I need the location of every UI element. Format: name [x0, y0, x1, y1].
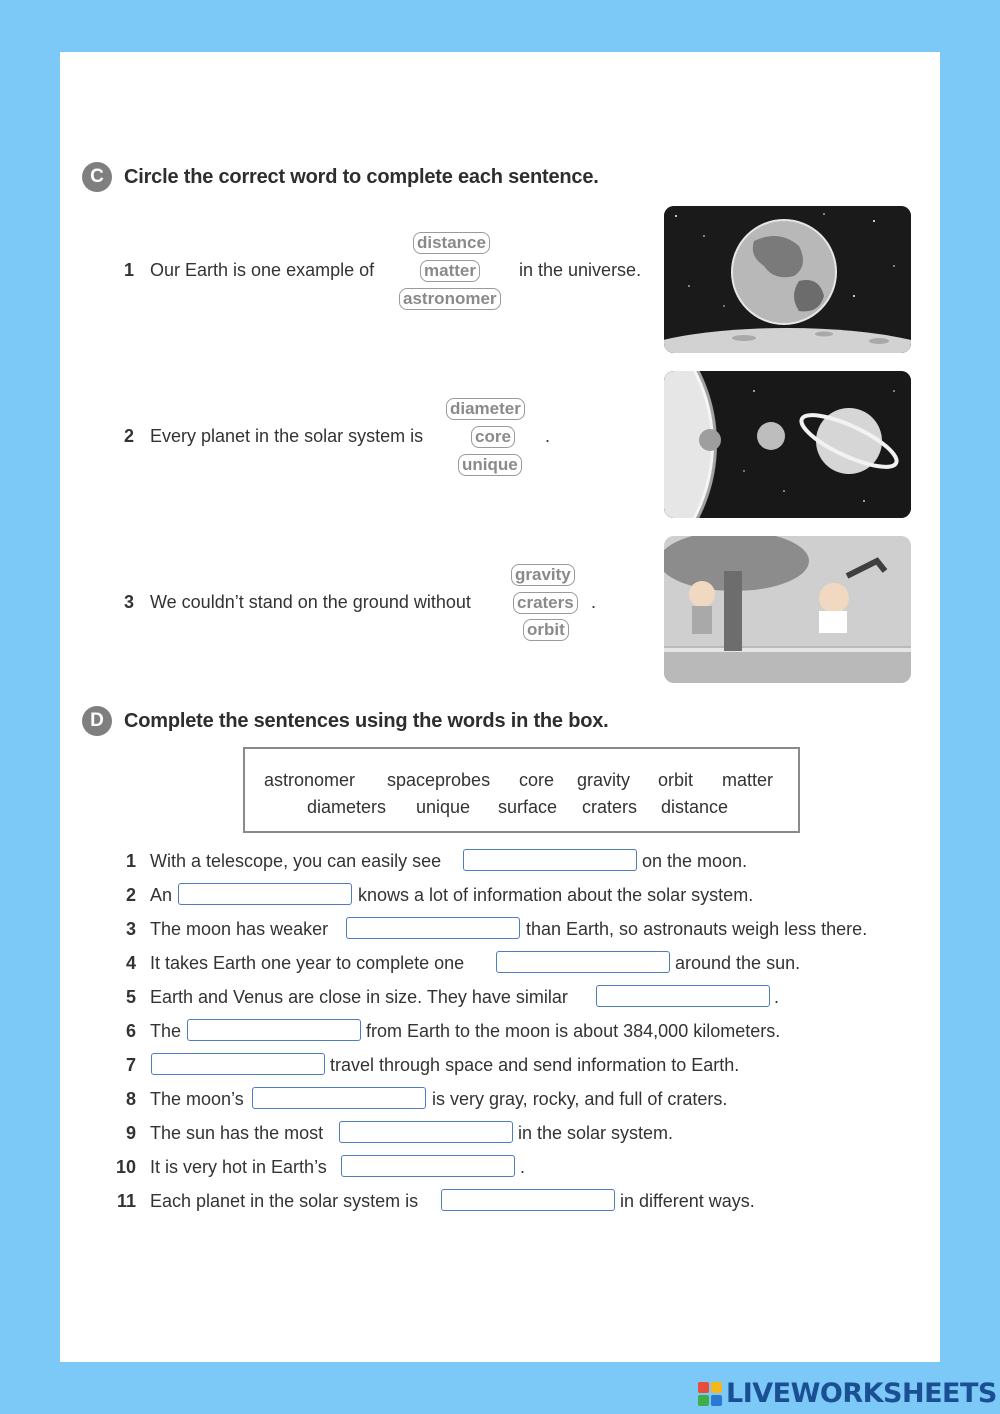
sentence-text-before: The	[150, 1021, 182, 1041]
sentence-number: 1	[125, 851, 136, 871]
word-matter: matter	[722, 770, 774, 790]
sentence-text-before: The moon’s	[150, 1089, 244, 1109]
question-number: 2	[124, 426, 135, 446]
answer-blank-6[interactable]	[187, 1019, 361, 1041]
sentence-text-after: than Earth, so astronauts weigh less there.	[526, 919, 868, 939]
option-gravity[interactable]: gravity	[511, 564, 575, 586]
floating-kids-picture	[664, 536, 911, 683]
question-text-after: .	[545, 426, 551, 446]
sentence-number: 6	[125, 1021, 136, 1041]
answer-blank-1[interactable]	[463, 849, 637, 871]
section-c-badge: C	[82, 162, 112, 192]
section-c-title: Circle the correct word to complete each sentence.	[124, 165, 599, 188]
sentence-number: 8	[125, 1089, 136, 1109]
word-diameters: diameters	[307, 797, 387, 817]
sentence-text-before: The sun has the most	[150, 1123, 324, 1143]
question-text-before: Our Earth is one example of	[150, 260, 375, 280]
word-orbit: orbit	[658, 770, 694, 790]
sentence-text-after: .	[774, 987, 780, 1007]
sentence-text-before: It is very hot in Earth’s	[150, 1157, 327, 1177]
question-text-after: in the universe.	[519, 260, 642, 280]
worksheet-page	[60, 52, 940, 1362]
option-core[interactable]: core	[471, 426, 515, 448]
question-number: 1	[124, 260, 135, 280]
word-craters: craters	[582, 797, 638, 817]
sentence-text-before: The moon has weaker	[150, 919, 329, 939]
sentence-text-after: .	[520, 1157, 526, 1177]
sentence-text-after: in different ways.	[620, 1191, 755, 1211]
question-text-before: We couldn’t stand on the ground without	[150, 592, 471, 612]
question-text-before: Every planet in the solar system is	[150, 426, 424, 446]
sentence-number: 11	[116, 1191, 136, 1211]
word-surface: surface	[498, 797, 558, 817]
logo-grid-icon	[698, 1382, 722, 1406]
solar-system-picture	[664, 371, 911, 518]
section-c-header	[82, 162, 599, 192]
option-craters[interactable]: craters	[513, 592, 578, 614]
answer-blank-9[interactable]	[339, 1121, 513, 1143]
option-unique[interactable]: unique	[458, 454, 522, 476]
section-d-title: Complete the sentences using the words in the box.	[124, 709, 609, 732]
answer-blank-11[interactable]	[441, 1189, 615, 1211]
question-text-after: .	[591, 592, 597, 612]
option-diameter[interactable]: diameter	[446, 398, 525, 420]
sentence-text-after: from Earth to the moon is about 384,000 kilometers.	[366, 1021, 781, 1041]
word-distance: distance	[661, 797, 729, 817]
answer-blank-3[interactable]	[346, 917, 520, 939]
sentence-text-before: With a telescope, you can easily see	[150, 851, 442, 871]
word-core: core	[519, 770, 555, 790]
sentence-text-before: Earth and Venus are close in size. They have similar	[150, 987, 568, 1007]
answer-blank-5[interactable]	[596, 985, 770, 1007]
answer-blank-4[interactable]	[496, 951, 670, 973]
sentence-text-after: is very gray, rocky, and full of craters.	[432, 1089, 728, 1109]
answer-blank-8[interactable]	[252, 1087, 426, 1109]
word-gravity: gravity	[577, 770, 631, 790]
sentence-number: 5	[125, 987, 136, 1007]
sentence-text-before: It takes Earth one year to complete one	[150, 953, 465, 973]
sentence-text-after: on the moon.	[642, 851, 748, 871]
answer-blank-7[interactable]	[151, 1053, 325, 1075]
sentence-text-after: in the solar system.	[518, 1123, 674, 1143]
option-astronomer[interactable]: astronomer	[399, 288, 501, 310]
sentence-text-after: travel through space and send information to Earth.	[330, 1055, 740, 1075]
sentence-number: 7	[125, 1055, 136, 1075]
word-unique: unique	[416, 797, 471, 817]
sentence-text-before: An	[150, 885, 173, 905]
sentence-number: 9	[125, 1123, 136, 1143]
sentence-number: 4	[125, 953, 136, 973]
option-distance[interactable]: distance	[413, 232, 490, 254]
sentence-text-after: knows a lot of information about the solar system.	[358, 885, 754, 905]
word-spaceprobes: spaceprobes	[387, 770, 491, 790]
sentence-number: 2	[125, 885, 136, 905]
sentence-text-after: around the sun.	[675, 953, 801, 973]
option-matter[interactable]: matter	[420, 260, 480, 282]
section-d-header	[82, 706, 609, 736]
answer-blank-2[interactable]	[178, 883, 352, 905]
logo-text: LIVEWORKSHEETS	[726, 1378, 997, 1409]
section-d-badge: D	[82, 706, 112, 736]
word-astronomer: astronomer	[264, 770, 356, 790]
question-number: 3	[124, 592, 135, 612]
sentence-text-before: Each planet in the solar system is	[150, 1191, 419, 1211]
sentence-number: 3	[125, 919, 136, 939]
answer-blank-10[interactable]	[341, 1155, 515, 1177]
word-box	[243, 747, 800, 833]
option-orbit[interactable]: orbit	[523, 619, 569, 641]
sentence-number: 10	[115, 1157, 136, 1177]
liveworksheets-logo[interactable]	[698, 1378, 997, 1409]
earth-picture	[664, 206, 911, 353]
